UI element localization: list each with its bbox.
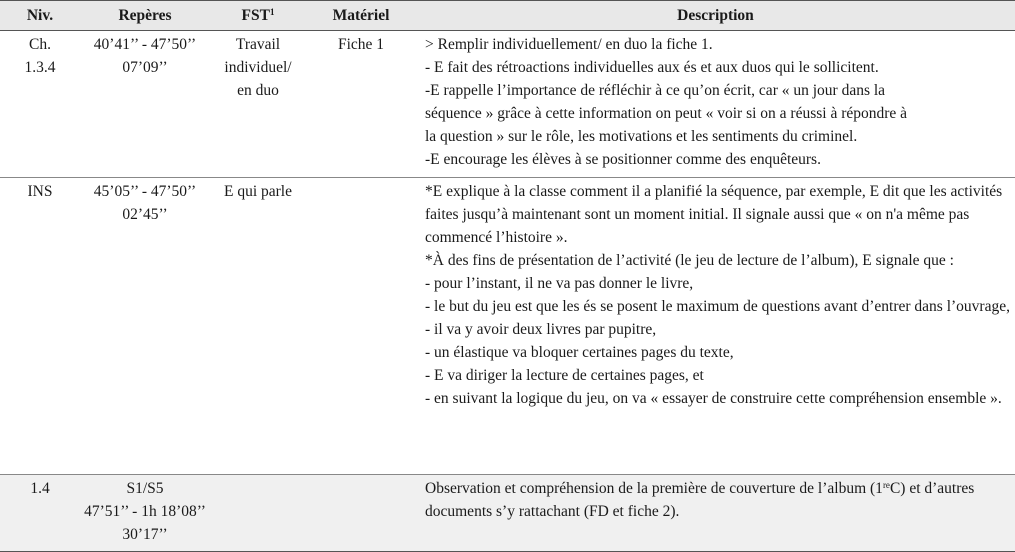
cell-line: INS	[27, 183, 53, 200]
cell-niv	[0, 178, 80, 475]
description-line: -E rappelle l’importance de réfléchir à ce qu’on écrit, car « un jour dans la	[425, 82, 886, 99]
header-fst	[210, 1, 306, 31]
cell-line: S1/S5	[126, 480, 164, 497]
description-superscript: re	[882, 480, 890, 490]
header-fst-label: FST	[241, 7, 270, 24]
cell-line: 02’45’’	[122, 206, 168, 223]
description-list-item: - pour l’instant, il ne va pas donner le livre,	[425, 275, 694, 292]
description-line: > Remplir individuellement/ en duo la fiche 1.	[425, 36, 713, 53]
description-text-after-sup: C) et d’autres documents s’y rattachant (FD et fiche 2).	[425, 480, 975, 520]
cell-line: Fiche 1	[337, 36, 385, 53]
cell-reperes	[80, 475, 210, 552]
cell-line: 40’41’’ - 47’50’’	[93, 36, 197, 53]
cell-fst	[210, 178, 306, 475]
cell-line: Travail	[235, 36, 281, 53]
description-text-before-sup: Observation et compréhension de la première de couverture de l’album (1	[425, 480, 883, 497]
cell-niv	[0, 31, 80, 178]
cell-description	[416, 31, 1015, 178]
cell-line: 47’51’’ - 1h 18’08’’	[84, 503, 206, 520]
description-list-item: - un élastique va bloquer certaines pages du texte,	[425, 344, 734, 361]
description-line: la question » sur le rôle, les motivations et les sentiments du criminel.	[425, 128, 858, 145]
description-line: - E fait des rétroactions individuelles aux és et aux duos qui le sollicitent.	[425, 59, 879, 76]
cell-line: 1.3.4	[24, 59, 56, 76]
cell-materiel	[306, 475, 416, 552]
table-row	[0, 178, 1015, 475]
cell-reperes	[80, 178, 210, 475]
description-line: -E encourage les élèves à se positionner comme des enquêteurs.	[425, 151, 821, 168]
cell-reperes	[80, 31, 210, 178]
cell-line: 30’17’’	[122, 526, 168, 543]
header-materiel: Matériel	[306, 1, 416, 31]
header-row	[0, 1, 1015, 31]
description-list-item: - le but du jeu est que les és se posent le maximum de questions avant d’entrer dans l’ouvrage,	[425, 298, 1010, 315]
description-list-item: - il va y avoir deux livres par pupitre,	[425, 321, 657, 338]
description-paragraph	[425, 477, 1013, 523]
cell-niv	[0, 475, 80, 552]
description-paragraph: *À des fins de présentation de l’activité (le jeu de lecture de l’album), E signale que :	[425, 252, 954, 269]
table-row	[0, 31, 1015, 178]
description-paragraph: *E explique à la classe comment il a planifié la séquence, par exemple, E dit que les activités faites jusqu’à maintenant sont un moment initial. Il signale aussi que « on n'a même pas commencé l’histoire ».	[425, 183, 1003, 246]
cell-line: 07’09’’	[122, 59, 168, 76]
header-description: Description	[416, 1, 1015, 31]
header-fst-footnote: 1	[269, 7, 275, 17]
cell-description	[416, 178, 1015, 475]
cell-materiel	[306, 178, 416, 475]
cell-line: Ch.	[29, 36, 51, 53]
table-row	[0, 475, 1015, 552]
header-niv: Niv.	[0, 1, 80, 31]
description-line: séquence » grâce à cette information on peut « voir si on a réussi à répondre à	[425, 105, 908, 122]
cell-materiel	[306, 31, 416, 178]
cell-fst	[210, 31, 306, 178]
cell-line: en duo	[237, 82, 279, 99]
header-reperes: Repères	[80, 1, 210, 31]
cell-fst	[210, 475, 306, 552]
cell-line: 1.4	[30, 480, 50, 497]
cell-line: E qui parle	[223, 183, 292, 200]
cell-description	[416, 475, 1015, 552]
cell-line: individuel/	[224, 59, 292, 76]
description-list-item: - E va diriger la lecture de certaines pages, et	[425, 367, 704, 384]
description-list-item: - en suivant la logique du jeu, on va « essayer de construire cette compréhension ensemble ».	[425, 390, 1002, 407]
cell-line: 45’05’’ - 47’50’’	[93, 183, 197, 200]
